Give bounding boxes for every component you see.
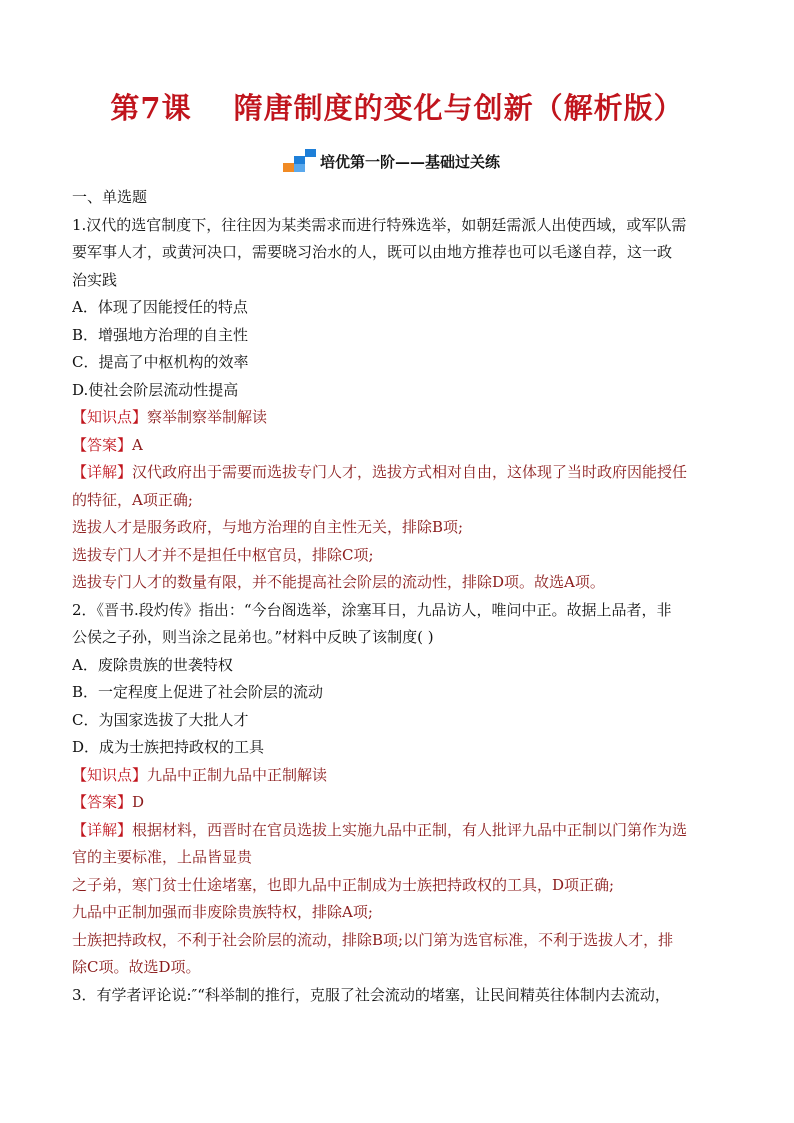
answer-value: A bbox=[132, 435, 143, 454]
question-3 bbox=[72, 982, 724, 1010]
q2-knowledge-point bbox=[72, 762, 724, 790]
document-body bbox=[72, 184, 724, 1009]
question-1 bbox=[72, 212, 724, 597]
q2-option-b: B．一定程度上促进了社会阶层的流动 bbox=[72, 683, 324, 701]
q1-detail-line: 选拔专门人才并不是担任中枢官员，排除C项; bbox=[72, 545, 374, 564]
subheading-text: 培优第一阶——基础过关练 bbox=[320, 152, 501, 171]
section-heading: 一、单选题 bbox=[72, 188, 148, 206]
question-2 bbox=[72, 597, 724, 982]
q2-option-c: C．为国家选拔了大批人才 bbox=[72, 710, 249, 729]
q1-stem-line: 治实践 bbox=[72, 270, 118, 289]
knowledge-text: 九品中正制九品中正制解读 bbox=[147, 765, 328, 784]
q1-option-c: C．提高了中枢机构的效率 bbox=[72, 353, 249, 371]
q2-stem-line: 公侯之子孙，则当涂之昆弟也。”材料中反映了该制度( ) bbox=[72, 628, 434, 646]
q1-detail-line: 的特征，A项正确; bbox=[72, 490, 193, 509]
page-title bbox=[0, 86, 794, 127]
q2-stem-line: 2．《晋书.段灼传》指出：“今台阁选举，涂塞耳日，九品访人，唯问中正。故据上品者，非 bbox=[72, 600, 672, 619]
detail-tag: 【详解】 bbox=[72, 820, 133, 839]
q3-stem-line: 3．有学者评论说:″“科举制的推行，克服了社会流动的堵塞，让民间精英往体制内去流动， bbox=[72, 985, 670, 1004]
q1-answer bbox=[72, 432, 724, 460]
stairs-icon bbox=[283, 148, 319, 174]
q1-knowledge-point bbox=[72, 404, 724, 432]
q2-detail-line: 官的主要标准，上品皆显贵 bbox=[72, 848, 253, 866]
q2-answer bbox=[72, 789, 724, 817]
q2-detail-line: 【详解】根据材料，西晋时在官员选拔上实施九品中正制，有人批评九品中正制以门第作为选 bbox=[72, 820, 688, 839]
knowledge-tag: 【知识点】 bbox=[72, 408, 148, 426]
q1-stem-line: 1.汉代的选官制度下，往往因为某类需求而进行特殊选举，如朝廷需派人出使西域，或军队需 bbox=[72, 215, 687, 234]
detail-tag: 【详解】 bbox=[72, 463, 133, 481]
knowledge-tag: 【知识点】 bbox=[72, 765, 148, 784]
lesson-number: 第7课 bbox=[110, 91, 192, 125]
q1-detail-line: 选拔人才是服务政府，与地方治理的自主性无关，排除B项; bbox=[72, 518, 464, 536]
knowledge-text: 察举制察举制解读 bbox=[147, 408, 268, 426]
q1-stem-line: 要军事人才，或黄河决口，需要晓习治水的人，既可以由地方推荐也可以毛遂自荐，这一政 bbox=[72, 243, 673, 261]
answer-value: D bbox=[132, 793, 145, 811]
q2-detail-line: 之子弟，寒门贫士仕途堵塞，也即九品中正制成为士族把持政权的工具，D项正确; bbox=[72, 875, 615, 894]
section-subheading bbox=[283, 148, 500, 174]
q2-option-d: D．成为士族把持政权的工具 bbox=[72, 738, 265, 756]
q1-option-b: B．增强地方治理的自主性 bbox=[72, 325, 249, 344]
q2-detail-line: 士族把持政权，不利于社会阶层的流动，排除B项;以门第为选官标准，不利于选拔人才，排 bbox=[72, 930, 674, 949]
q1-detail-line: 选拔专门人才的数量有限，并不能提高社会阶层的流动性，排除D项。故选A项。 bbox=[72, 573, 605, 591]
lesson-title: 隋唐制度的变化与创新（解析版） bbox=[233, 91, 684, 125]
answer-tag: 【答案】 bbox=[72, 435, 133, 454]
q1-option-d: D.使社会阶层流动性提高 bbox=[72, 380, 239, 399]
q1-option-a: A．体现了因能授任的特点 bbox=[72, 298, 248, 316]
answer-tag: 【答案】 bbox=[72, 793, 133, 811]
q2-detail-line: 九品中正制加强而非废除贵族特权，排除A项; bbox=[72, 903, 373, 921]
q2-detail-line: 除C项。故选D项。 bbox=[72, 958, 201, 976]
q2-option-a: A．废除贵族的世袭特权 bbox=[72, 655, 233, 674]
q1-detail-line: 【详解】汉代政府出于需要而选拔专门人才，选拔方式相对自由，这体现了当时政府因能授任 bbox=[72, 463, 688, 481]
